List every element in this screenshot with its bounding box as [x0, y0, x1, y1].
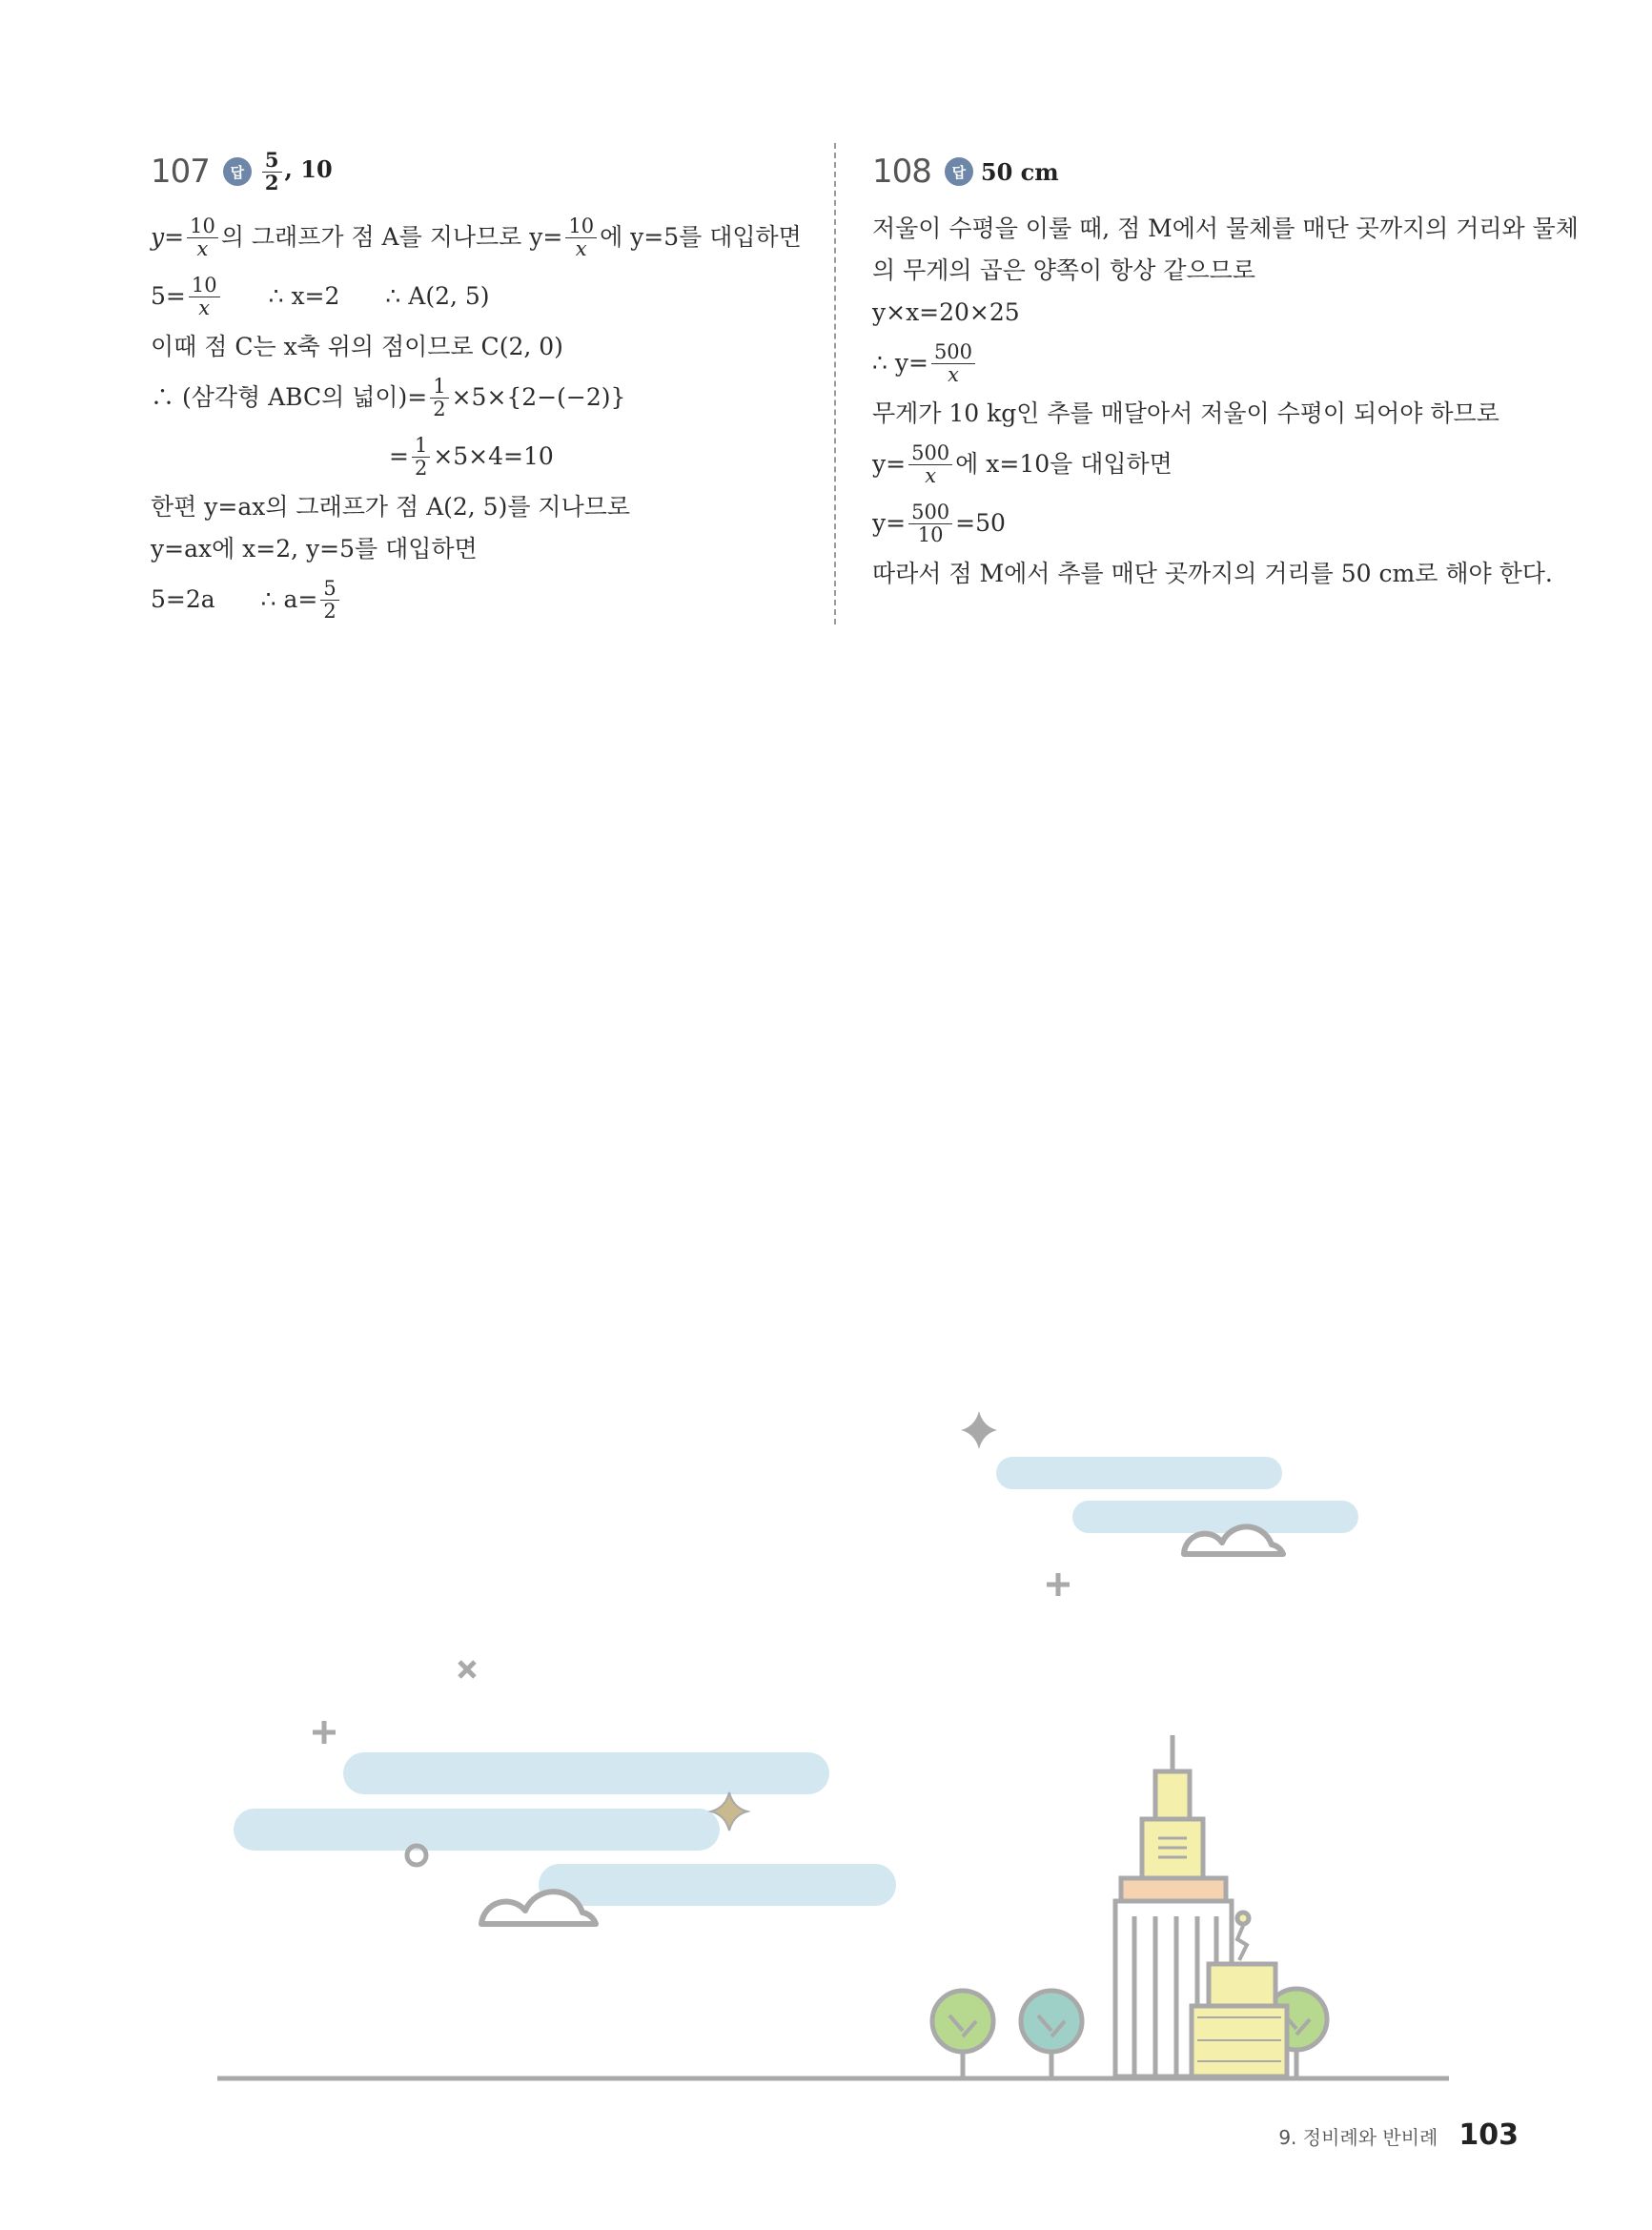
solution-line: y= $\frac{10}{x}$ 의 그래프가 점 A를 지나므로 y= $\frac{10}{x}$ 에 y=5를 대입하면 — [151, 215, 802, 260]
page-footer — [1278, 2118, 1519, 2152]
solution-107 — [151, 143, 808, 629]
answer-fraction: $\frac{5}{2}$ — [262, 150, 282, 193]
solution-line: 5=2a ∴ a= $\frac{5}{2}$ — [151, 570, 808, 629]
solution-108 — [872, 143, 1579, 595]
cloud-band-lower — [234, 1752, 896, 1906]
fraction: $\frac{500}{10}$ — [908, 501, 952, 544]
tree-icon — [932, 1991, 993, 2078]
solution-line: 무게가 10 kg인 추를 매달아서 저울이 수평이 되어야 하므로 — [872, 399, 1499, 427]
page-number: 103 — [1458, 2118, 1519, 2152]
problem-number: 108 — [872, 153, 931, 191]
fraction: $\frac{1}{2}$ — [430, 376, 448, 419]
column-divider — [834, 143, 836, 624]
fraction: $\frac{10}{x}$ — [187, 215, 218, 258]
answer-badge-icon: 답 — [945, 157, 973, 186]
sparkle-icon — [961, 1411, 997, 1449]
chapter-title: 9. 정비례와 반비례 — [1278, 2126, 1438, 2149]
answer-value: $\frac{5}{2}$ , 10 — [259, 150, 333, 193]
cityscape-illustration — [0, 1382, 1652, 2088]
solution-line: 의 무게의 곱은 양쪽이 항상 같으므로 — [872, 256, 1255, 284]
solution-line: 이때 점 C는 x축 위의 점이므로 C(2, 0) — [151, 333, 563, 360]
fraction: $\frac{500}{x}$ — [931, 341, 975, 384]
cloud-band-upper — [996, 1457, 1358, 1533]
solution-line: y= $\frac{500}{x}$ 에 x=10을 대입하면 — [872, 441, 1173, 487]
solution-line: ∴ y= $\frac{500}{x}$ — [872, 334, 1530, 393]
fraction: $\frac{10}{x}$ — [565, 215, 597, 258]
solution-line: y×x=20×25 — [872, 298, 1020, 326]
problem-header-108 — [872, 143, 1530, 200]
solution-line: y= $\frac{500}{10}$ =50 — [872, 501, 1006, 546]
tree-icon — [1021, 1991, 1082, 2078]
problem-number: 107 — [151, 153, 210, 191]
solution-line: 따라서 점 M에서 추를 매단 곳까지의 거리를 50 cm로 해야 한다. — [872, 560, 1553, 587]
solution-line: 5= $\frac{10}{x}$ ∴ x=2 ∴ A(2, 5) — [151, 274, 490, 319]
solution-line: y=ax에 x=2, y=5를 대입하면 — [151, 535, 478, 563]
answer-badge-icon: 답 — [223, 157, 252, 186]
plus-icon — [313, 1721, 336, 1744]
fraction: $\frac{10}{x}$ — [189, 275, 220, 317]
solution-line: 한편 y=ax의 그래프가 점 A(2, 5)를 지나므로 — [151, 493, 631, 521]
problem-header-107 — [151, 143, 808, 200]
solution-line: 저울이 수평을 이룰 때, 점 M에서 물체를 매단 곳까지의 거리와 물체 — [872, 215, 1579, 242]
close-icon — [459, 1662, 475, 1677]
fraction: $\frac{1}{2}$ — [412, 435, 430, 478]
solution-line: = $\frac{1}{2}$ ×5×4=10 — [389, 434, 554, 480]
fraction: $\frac{5}{2}$ — [320, 578, 338, 621]
answer-value: 50 cm — [980, 157, 1059, 186]
plus-icon — [1047, 1573, 1070, 1596]
fraction: $\frac{500}{x}$ — [908, 442, 952, 485]
solution-line: ∴ (삼각형 ABC의 넓이)= $\frac{1}{2}$ ×5×{2−(−2)} — [151, 375, 626, 420]
